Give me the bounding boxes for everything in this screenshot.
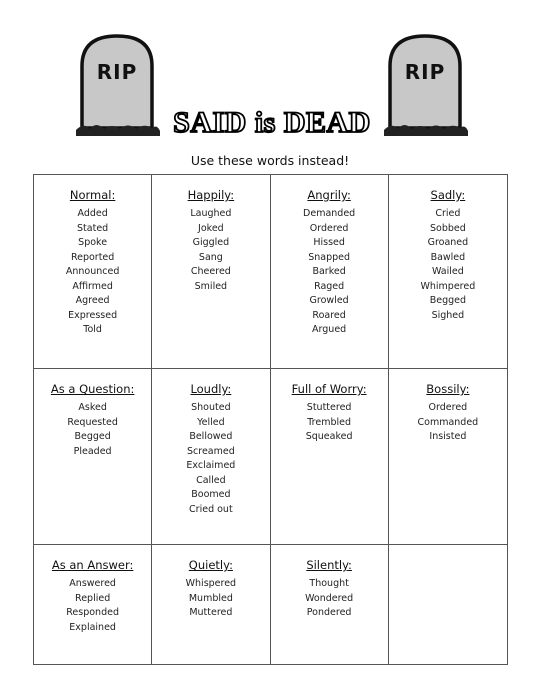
category-title: As an Answer: — [51, 558, 134, 572]
word-item: Boomed — [191, 489, 231, 500]
word-list — [152, 207, 269, 294]
word-list — [34, 401, 151, 459]
word-item: Demanded — [303, 208, 356, 219]
word-list — [271, 577, 388, 621]
category-title: As a Question: — [50, 382, 135, 396]
word-item: Announced — [65, 266, 120, 277]
word-list — [152, 577, 269, 621]
word-item: Hissed — [313, 237, 345, 248]
category-cell — [152, 369, 270, 545]
category-cell — [271, 545, 389, 664]
word-item: Pondered — [306, 607, 352, 618]
word-item: Cried — [435, 208, 461, 219]
word-item: Answered — [69, 578, 116, 589]
tombstone-left-label: RIP — [96, 60, 138, 84]
category-title: Quietly: — [188, 558, 233, 572]
category-cell — [271, 369, 389, 545]
category-title: Full of Worry: — [291, 382, 367, 396]
word-item: Roared — [312, 309, 346, 321]
word-item: Whimpered — [420, 280, 476, 292]
word-item: Whispered — [185, 578, 237, 589]
word-item: Called — [196, 474, 226, 486]
word-item: Yelled — [197, 416, 225, 428]
word-item: Thought — [309, 578, 349, 589]
word-list — [389, 207, 507, 323]
word-item: Argued — [312, 324, 347, 335]
word-item: Smiled — [194, 280, 228, 292]
word-item: Cried out — [189, 503, 233, 515]
word-item: Requested — [67, 416, 118, 428]
word-item: Reported — [70, 251, 115, 263]
word-item: Sobbed — [429, 222, 466, 234]
word-item: Ordered — [309, 222, 349, 234]
word-table — [33, 174, 508, 665]
category-title: Loudly: — [190, 382, 232, 396]
word-item: Snapped — [308, 251, 351, 263]
word-list — [34, 577, 151, 635]
tombstone-right-icon — [382, 28, 468, 138]
word-item: Pleaded — [73, 445, 112, 457]
word-item: Sighed — [431, 309, 465, 321]
word-list — [152, 401, 269, 517]
word-item: Screamed — [187, 445, 235, 457]
word-item: Affirmed — [72, 280, 113, 292]
category-title: Happily: — [187, 188, 235, 202]
word-item: Replied — [75, 592, 111, 604]
category-cell — [152, 545, 270, 664]
word-list — [271, 401, 388, 445]
page-title: SAID is DEAD — [173, 106, 371, 139]
category-title: Silently: — [306, 558, 352, 572]
word-item: Barked — [312, 266, 346, 277]
word-item: Stated — [77, 222, 109, 234]
word-list — [389, 401, 507, 445]
category-title: Normal: — [69, 188, 116, 202]
word-item: Responded — [66, 607, 119, 618]
category-cell — [389, 175, 507, 369]
category-cell — [34, 175, 152, 369]
word-item: Raged — [314, 280, 345, 292]
word-item: Wondered — [305, 592, 354, 604]
word-item: Agreed — [75, 295, 110, 306]
word-item: Trembled — [307, 416, 351, 428]
word-item: Ordered — [428, 402, 468, 413]
word-list — [271, 207, 388, 338]
word-item: Asked — [78, 402, 107, 413]
word-item: Groaned — [427, 237, 469, 248]
category-cell — [389, 545, 507, 664]
word-item: Begged — [74, 431, 111, 442]
category-cell — [389, 369, 507, 545]
category-cell — [271, 175, 389, 369]
word-item: Squeaked — [305, 431, 353, 442]
category-cell — [152, 175, 270, 369]
word-item: Added — [77, 208, 108, 219]
word-list — [34, 207, 151, 338]
tombstone-left-icon — [74, 28, 160, 138]
word-item: Mumbled — [188, 592, 233, 604]
word-item: Explained — [69, 621, 116, 633]
word-item: Told — [83, 324, 102, 335]
word-item: Wailed — [431, 266, 464, 277]
word-item: Insisted — [429, 431, 467, 442]
word-item: Bawled — [430, 251, 466, 263]
tombstone-right-label: RIP — [404, 60, 446, 84]
word-item: Joked — [198, 222, 224, 234]
word-item: Begged — [429, 295, 467, 306]
page-subtitle: Use these words instead! — [190, 153, 350, 168]
word-item: Commanded — [417, 416, 479, 428]
category-title: Sadly: — [430, 188, 466, 202]
word-item: Sang — [198, 251, 223, 263]
word-item: Growled — [309, 295, 349, 306]
word-item: Bellowed — [189, 431, 233, 442]
category-cell — [34, 545, 152, 664]
word-item: Shouted — [191, 402, 231, 413]
category-title: Angrily: — [307, 188, 351, 202]
word-item: Muttered — [189, 607, 233, 618]
category-cell — [34, 369, 152, 545]
word-item: Exclaimed — [186, 460, 236, 471]
word-item: Expressed — [68, 309, 118, 321]
word-item: Giggled — [192, 237, 230, 248]
word-item: Stuttered — [306, 402, 352, 413]
category-title: Bossily: — [426, 382, 470, 396]
word-item: Laughed — [190, 208, 232, 219]
word-item: Spoke — [78, 237, 108, 248]
word-item: Cheered — [190, 266, 231, 277]
